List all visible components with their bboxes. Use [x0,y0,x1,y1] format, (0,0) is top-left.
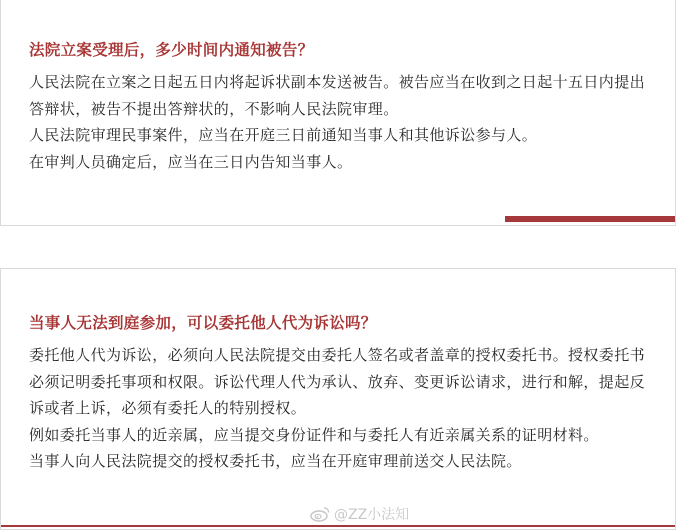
answer-paragraph: 委托他人代为诉讼，必须向人民法院提交由委托人签名或者盖章的授权委托书。授权委托书必须记明委托事项和权限。诉讼代理人代为承认、放弃、变更诉讼请求，进行和解，提起反诉或者上诉，必须有委托人的特别授权。 [29,346,646,417]
answer-paragraph: 当事人向人民法院提交的授权委托书，应当在开庭审理前送交人民法院。 [29,452,522,470]
answer-paragraph: 在审判人员确定后，应当在三日内告知当事人。 [29,152,353,171]
bottom-rule [1,525,675,527]
question-title: 法院立案受理后，多少时间内通知被告？ [29,41,314,59]
accent-bar [505,216,675,222]
qa-card-content [29,38,651,175]
answer-paragraph: 人民法院审理民事案件，应当在开庭三日前通知当事人和其他诉讼参与人。 [29,126,538,144]
qa-card-proxy [0,268,676,530]
watermark-text: @ZZ小法知 [334,507,410,523]
qa-card-notification [0,0,676,226]
question-title: 当事人无法到庭参加，可以委托他人代为诉讼吗？ [29,314,377,332]
qa-card-content [29,311,651,475]
answer-paragraph: 例如委托当事人的近亲属，应当提交身份证件和与委托人有近亲属关系的证明材料。 [29,425,599,444]
weibo-icon [310,506,330,522]
answer-paragraph: 人民法院在立案之日起五日内将起诉状副本发送被告。被告应当在收到之日起十五日内提出答辩状，被告不提出答辩状的，不影响人民法院审理。 [29,73,646,118]
watermark [310,503,409,525]
